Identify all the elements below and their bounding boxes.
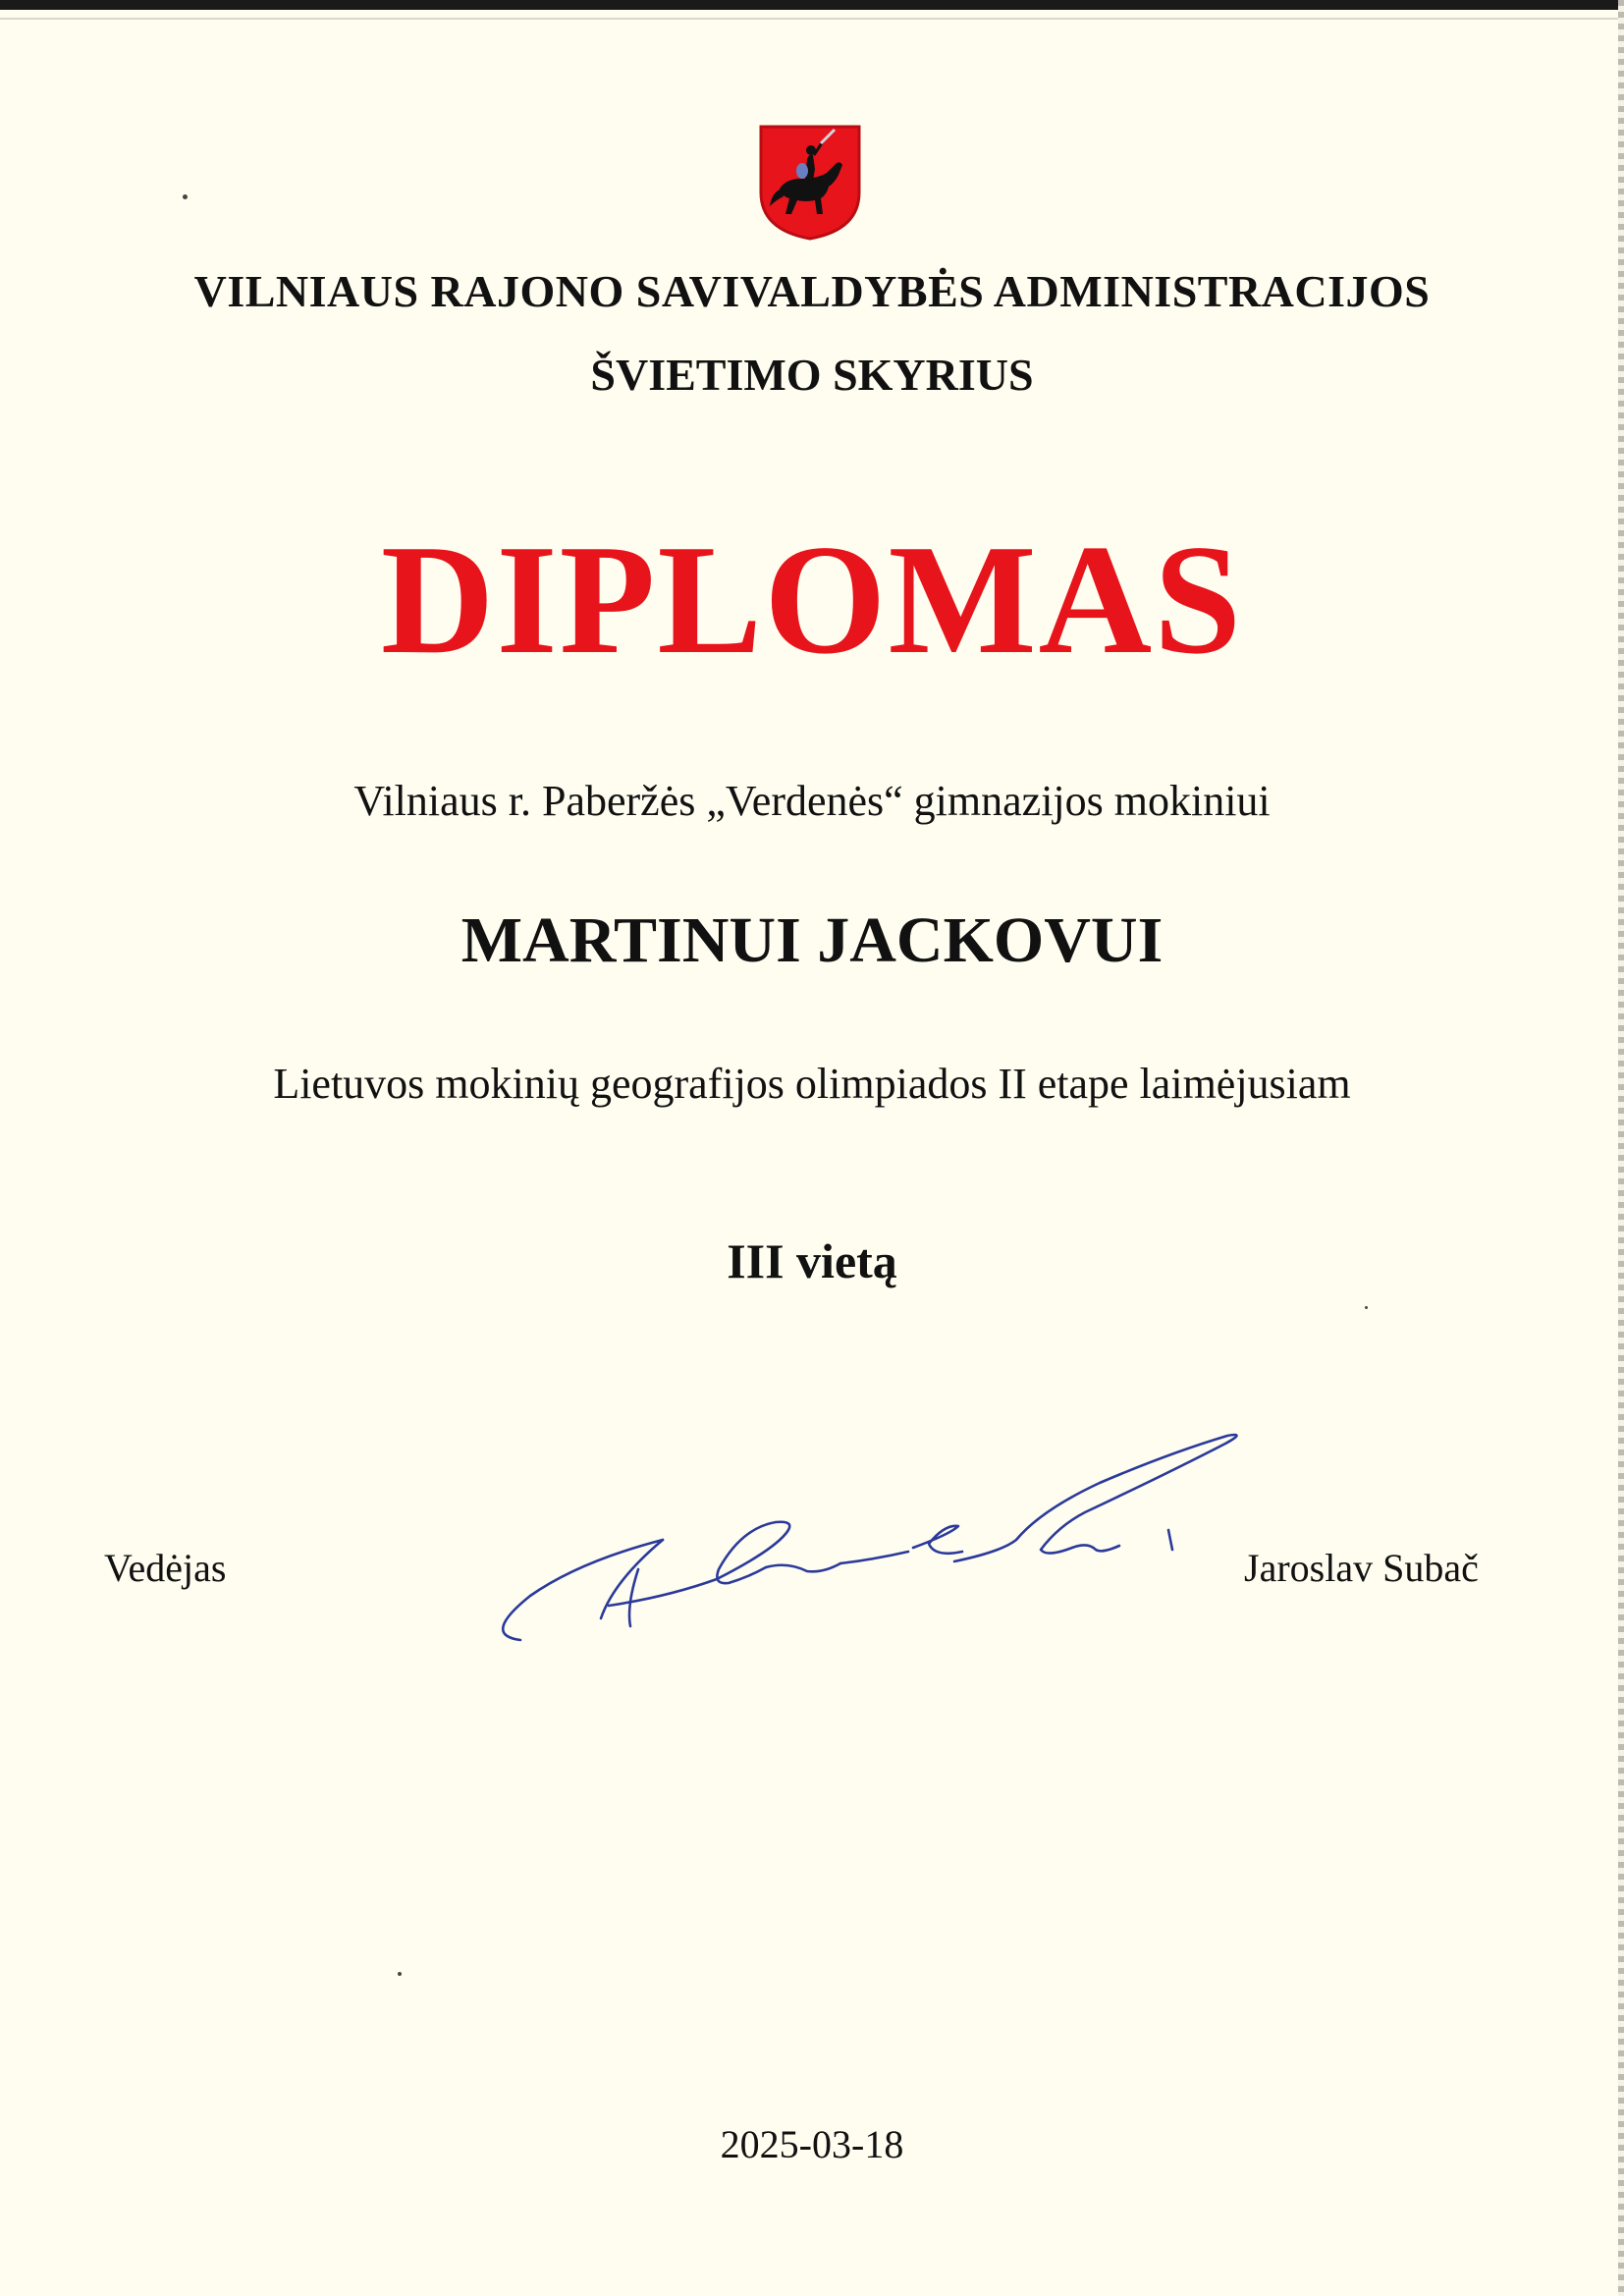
diploma-title: DIPLOMAS (380, 512, 1244, 686)
issuer-line-1: VILNIAUS RAJONO SAVIVALDYBĖS ADMINISTRACIJOS (193, 266, 1431, 316)
place-awarded: III vietą (727, 1233, 897, 1288)
signer-name: Jaroslav Subač (1244, 1546, 1479, 1590)
scan-speck (1365, 1306, 1368, 1309)
scan-speck (183, 194, 188, 199)
signer-role: Vedėjas (104, 1546, 227, 1590)
scan-fold-line (0, 18, 1624, 20)
scan-speck (398, 1972, 402, 1976)
achievement-line: Lietuvos mokinių geografijos olimpiados II etape laimėjusiam (273, 1060, 1351, 1108)
recipient-name: MARTINUI JACKOVUI (460, 904, 1164, 976)
issue-date: 2025-03-18 (720, 2122, 904, 2166)
scan-top-edge (0, 0, 1624, 10)
issuer-line-2: ŠVIETIMO SKYRIUS (590, 350, 1034, 400)
scan-right-edge (1618, 0, 1624, 2296)
signature-icon (491, 1404, 1257, 1669)
coat-of-arms-icon (758, 124, 862, 242)
school-line: Vilniaus r. Paberžės „Verdenės“ gimnazijos mokiniui (353, 777, 1271, 825)
